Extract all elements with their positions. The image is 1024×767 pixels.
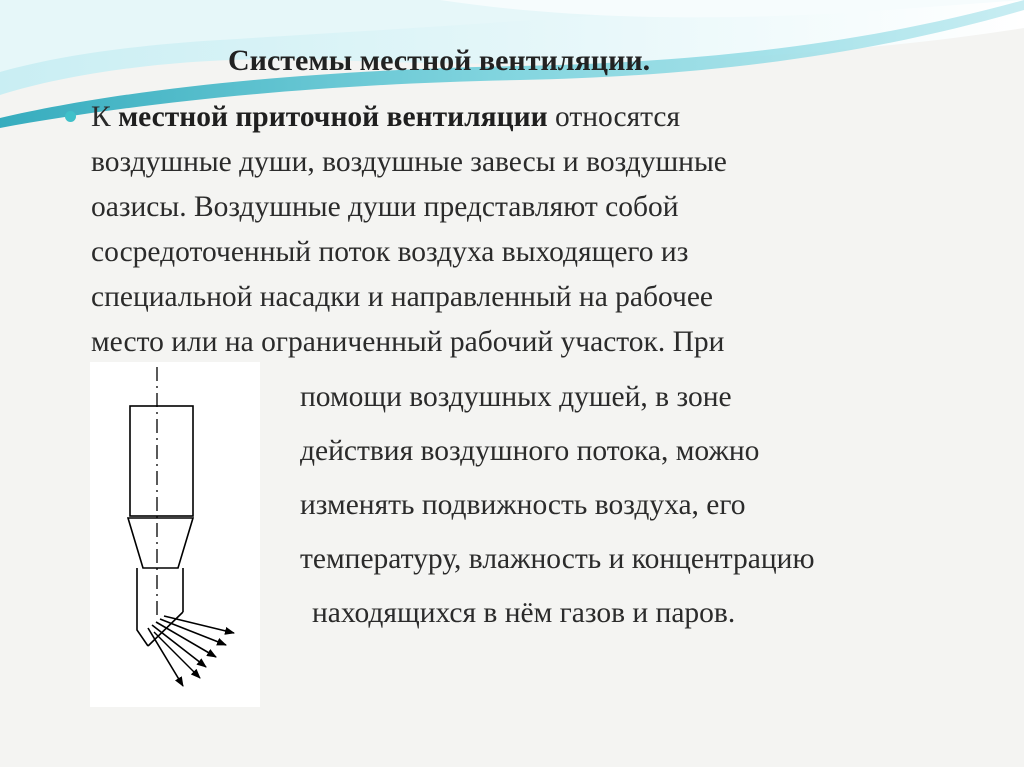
lead-bold: местной приточной вентиляции <box>118 101 548 133</box>
body-line-4: сосредоточенный поток воздуха выходящего из <box>91 236 689 268</box>
body-line-2: воздушные души, воздушные завесы и воздушные <box>91 146 727 178</box>
slide-title: Системы местной вентиляции. <box>228 44 651 77</box>
air-jet-arrow <box>154 632 200 678</box>
body-line-7: помощи воздушных душей, в зоне <box>300 381 732 413</box>
body-line-3: оазисы. Воздушные души представляют собой <box>91 191 679 223</box>
body-line-1 <box>91 100 680 134</box>
body-line-10: температуру, влажность и концентрацию <box>300 543 815 575</box>
lead-plain: К <box>91 101 119 133</box>
body-line-6: место или на ограниченный рабочий участок. При <box>91 326 725 358</box>
air-jet-arrow <box>148 628 183 686</box>
body-line-8: действия воздушного потока, можно <box>300 435 760 467</box>
bullet-icon <box>65 111 76 122</box>
body-line-5: специальной насадки и направленный на рабочее <box>91 281 714 313</box>
air-shower-diagram <box>90 362 260 707</box>
body-line-9: изменять подвижность воздуха, его <box>300 489 746 521</box>
lead-rest: относятся <box>547 101 681 133</box>
body-line-11: находящихся в нём газов и паров. <box>312 597 736 629</box>
